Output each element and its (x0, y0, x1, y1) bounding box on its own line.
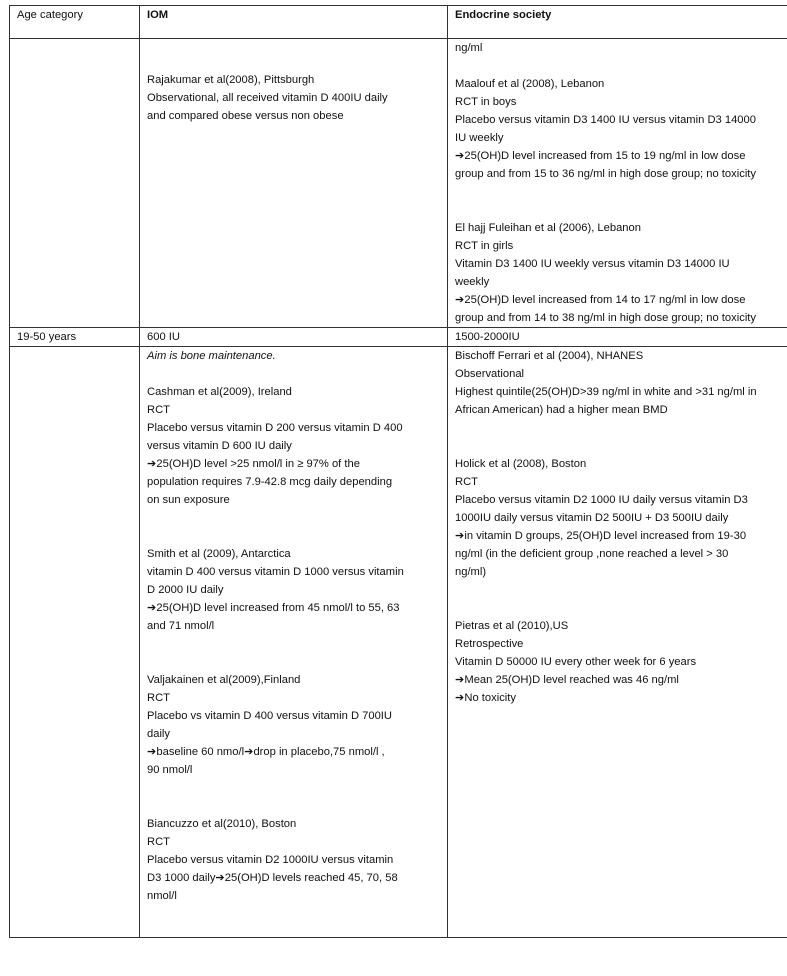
text-line: group and from 15 to 36 ng/ml in high dose group; no toxicity (455, 168, 757, 180)
header-iom: IOM (140, 6, 448, 39)
text-line: vitamin D 400 versus vitamin D 1000 versus vitamin (147, 566, 404, 578)
text-line: Holick et al (2008), Boston (455, 458, 587, 470)
study-block (147, 383, 440, 509)
text-line: Highest quintile(25(OH)D>39 ng/ml in white and >31 ng/ml in (455, 386, 757, 398)
text-line: 90 nmol/l (147, 764, 193, 776)
text-line: Vitamin D3 1400 IU weekly versus vitamin D3 14000 IU (455, 258, 730, 270)
study-block (455, 219, 787, 327)
text-line: African American) had a higher mean BMD (455, 404, 668, 416)
text-line: Placebo versus vitamin D 200 versus vitamin D 400 (147, 422, 403, 434)
text-line: RCT (455, 476, 478, 488)
text-line: daily (147, 728, 171, 740)
text-line: ➔25(OH)D level increased from 14 to 17 ng/ml in low dose (455, 294, 746, 306)
text-line: ➔25(OH)D level increased from 45 nmol/l to 55, 63 (147, 602, 400, 614)
text-line: Rajakumar et al(2008), Pittsburgh (147, 74, 315, 86)
text-line: and compared obese versus non obese (147, 110, 344, 122)
text-line: Placebo versus vitamin D2 1000 IU daily versus vitamin D3 (455, 494, 748, 506)
text-line: D 2000 IU daily (147, 584, 224, 596)
text-line: Cashman et al(2009), Ireland (147, 386, 292, 398)
text-line: ➔in vitamin D groups, 25(OH)D level increased from 19-30 (455, 530, 747, 542)
text-line: Retrospective (455, 638, 524, 650)
text-line: IU weekly (455, 132, 504, 144)
text-line: RCT (147, 836, 170, 848)
text-line: Maalouf et al (2008), Lebanon (455, 78, 605, 90)
text-line: group and from 14 to 38 ng/ml in high dose group; no toxicity (455, 312, 757, 324)
iom-cell (140, 347, 448, 938)
text-line: Observational, all received vitamin D 400IU daily (147, 92, 388, 104)
text-line: RCT in boys (455, 96, 517, 108)
study-block (455, 617, 787, 707)
study-block (147, 545, 440, 635)
study-block (455, 455, 787, 581)
text-line: Smith et al (2009), Antarctica (147, 548, 291, 560)
header-endocrine-society: Endocrine society (448, 6, 787, 39)
table-row-age-band (10, 328, 787, 347)
text-line: ➔Mean 25(OH)D level reached was 46 ng/ml (455, 674, 679, 686)
text-line: ➔baseline 60 nmo/l➔drop in placebo,75 nmol/l , (147, 746, 385, 758)
age-cell-empty (10, 347, 140, 938)
text-line: ➔25(OH)D level >25 nmol/l in ≥ 97% of the (147, 458, 360, 470)
vitamin-d-table (9, 5, 787, 938)
text-line: Pietras et al (2010),US (455, 620, 569, 632)
text-line: on sun exposure (147, 494, 230, 506)
iom-cell (140, 39, 448, 328)
endocrine-recommendation: 1500-2000IU (448, 328, 787, 347)
text-line: Vitamin D 50000 IU every other week for 6 years (455, 656, 697, 668)
study-block (455, 347, 787, 419)
continued-text: ng/ml (455, 42, 483, 54)
endocrine-cell (448, 39, 787, 328)
iom-recommendation: 600 IU (140, 328, 448, 347)
text-line: Valjakainen et al(2009),Finland (147, 674, 301, 686)
text-line: Placebo vs vitamin D 400 versus vitamin D 700IU (147, 710, 392, 722)
text-line: Placebo versus vitamin D2 1000IU versus vitamin (147, 854, 394, 866)
table-row (10, 347, 787, 938)
endocrine-cell (448, 347, 787, 938)
study-block (147, 71, 440, 125)
text-line: D3 1000 daily➔25(OH)D levels reached 45, 70, 58 (147, 872, 398, 884)
text-line: ng/ml (in the deficient group ,none reached a level > 30 (455, 548, 729, 560)
header-row (10, 6, 787, 39)
text-line: RCT in girls (455, 240, 514, 252)
text-line: Observational (455, 368, 525, 380)
table-row (10, 39, 787, 328)
text-line: Placebo versus vitamin D3 1400 IU versus vitamin D3 14000 (455, 114, 756, 126)
text-line: ➔No toxicity (455, 692, 516, 704)
study-block (147, 671, 440, 779)
text-line: weekly (455, 276, 490, 288)
study-block (455, 75, 787, 183)
text-line: 1000IU daily versus vitamin D2 500IU + D3 500IU daily (455, 512, 729, 524)
aim-note: Aim is bone maintenance. (147, 350, 276, 362)
text-line: Biancuzzo et al(2010), Boston (147, 818, 297, 830)
age-cell-empty (10, 39, 140, 328)
text-line: Bischoff Ferrari et al (2004), NHANES (455, 350, 644, 362)
text-line: and 71 nmol/l (147, 620, 215, 632)
text-line: population requires 7.9-42.8 mcg daily depending (147, 476, 393, 488)
text-line: versus vitamin D 600 IU daily (147, 440, 292, 452)
text-line: ng/ml) (455, 566, 487, 578)
text-line: El hajj Fuleihan et al (2006), Lebanon (455, 222, 641, 234)
study-block (147, 815, 440, 905)
text-line: ➔25(OH)D level increased from 15 to 19 ng/ml in low dose (455, 150, 746, 162)
text-line: RCT (147, 404, 170, 416)
header-age-category: Age category (10, 6, 140, 39)
text-line: RCT (147, 692, 170, 704)
age-category: 19-50 years (10, 328, 140, 347)
text-line: nmol/l (147, 890, 177, 902)
